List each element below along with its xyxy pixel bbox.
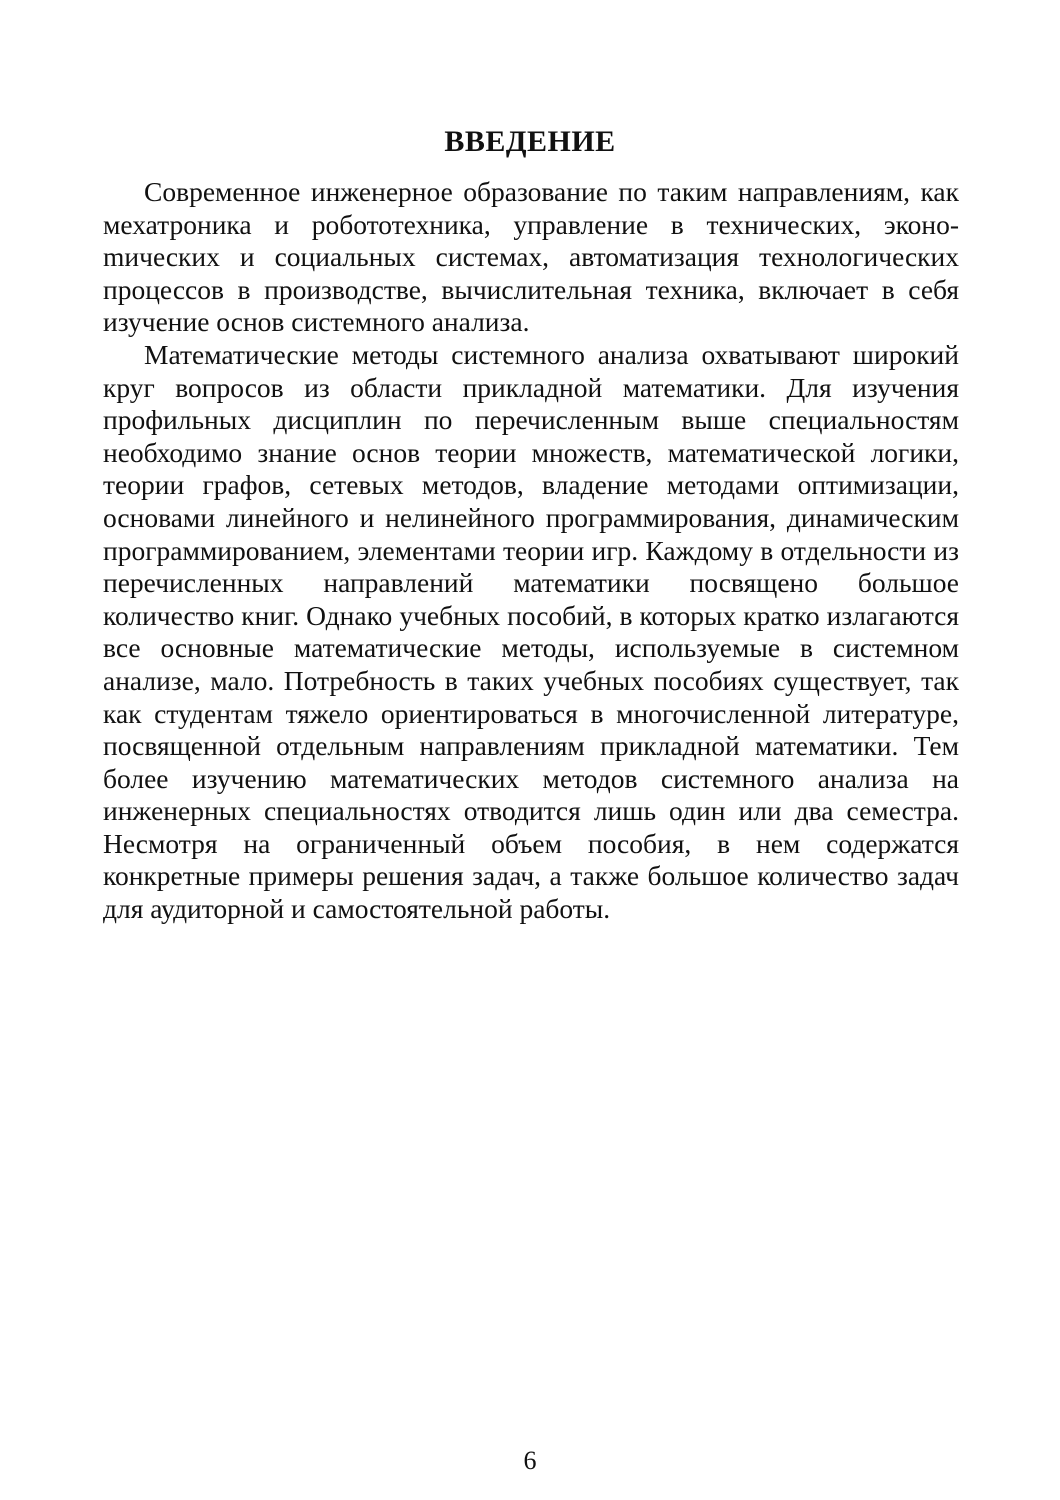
document-body (103, 176, 959, 926)
page-number: 6 (523, 1446, 537, 1475)
page-title: ВВЕДЕНИЕ (444, 125, 616, 159)
paragraph-methods: Математические методы системного анализа охватывают широкий круг вопросов из области прикладной математики. Для изучения профильных дисциплин по перечисленным выше специальностям необходимо знание основ теории множеств, математической логики, теории графов, сетевых методов, владение методами оптимизации, основами линейного и нелинейного программирования, динамическим программированием, элементами теории игр. Каждому в отдельности из перечисленных направлений математики посвящено большое количество книг. Однако учебных пособий, в которых кратко излагаются все основные математические методы, используемые в системном анализе, мало. Потребность в таких учебных пособиях существует, так как студентам тяжело ориентироваться в многочисленной литературе, посвященной отдельным направлениям прикладной математики. Тем более изучению математических методов системного анализа на инженерных специальностях отводится лишь один или два семестра. Несмотря на ограниченный объем пособия, в нем содержатся конкретные примеры решения задач, а также большое количество задач для аудиторной и самостоятельной работы. (103, 338, 959, 925)
paragraph-intro: Современное инженерное образование по таким направлениям, как мехатроника и робототехника, управление в технических, эконоmических и социальных системах, автоматизация технологических процессов в производстве, вычислительная техника, включает в себя изучение основ системного анализа. (103, 176, 959, 338)
